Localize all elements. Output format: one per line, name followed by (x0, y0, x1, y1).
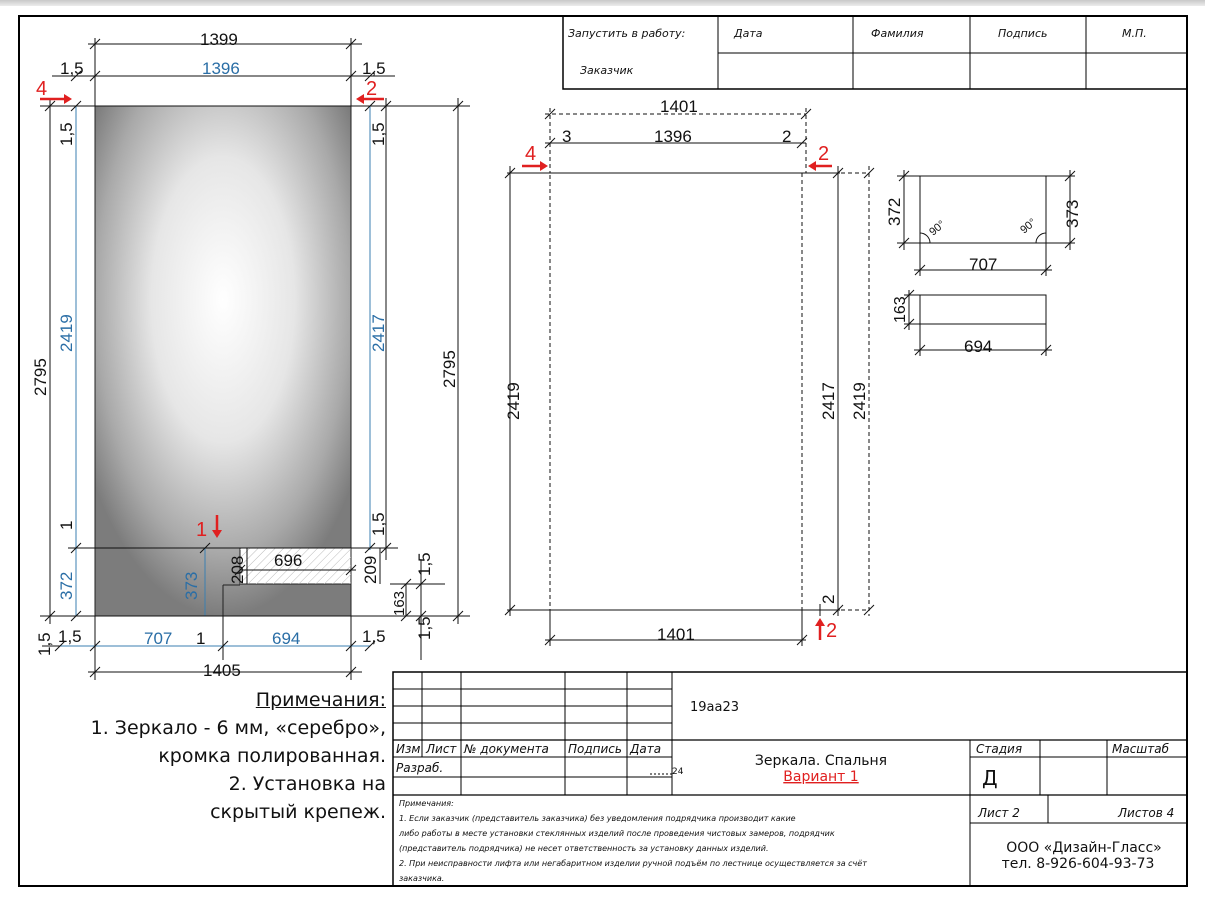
company-phone: тел. 8-926-604-93-73 (1001, 856, 1155, 872)
dim-1401-top: 1401 (660, 97, 698, 116)
angle-left: 90° (927, 218, 948, 239)
dim-1-5-bottom-right-b: 1,5 (362, 627, 386, 646)
notes-line-4: скрытый крепеж. (210, 801, 386, 823)
dim-1-5-gap-left: 1,5 (57, 122, 76, 146)
dim-1-5-mid-right: 1,5 (369, 512, 388, 536)
small-views (885, 170, 1082, 356)
marker-2-mid-bottom: 2 (826, 620, 838, 642)
dim-707-left: 707 (144, 629, 173, 648)
middle-view (504, 97, 874, 646)
dim-707-small: 707 (969, 255, 998, 274)
marker-2-mid: 2 (818, 143, 830, 165)
small-notes-3: (представитель подрядчика) не несет ответственность за установку данных изделий. (399, 844, 769, 853)
company-name: ООО «Дизайн-Гласс» (1006, 840, 1162, 856)
stage-label: Стадия (976, 742, 1023, 756)
launch-label: Запустить в работу: (568, 27, 686, 40)
dim-696: 696 (274, 551, 303, 570)
dim-1-5-bottom-left-b: 1,5 (58, 627, 82, 646)
mirror-panel (95, 106, 351, 616)
notes-line-1: 1. Зеркало - 6 мм, «серебро», (90, 717, 386, 739)
small-notes-4: 2. При неисправности лифта или негабаритном изделии ручной подъём по лестнице осуществляется за счёт (399, 859, 867, 868)
dim-372-small: 372 (885, 197, 904, 226)
small-notes-5: заказчика. (399, 874, 445, 883)
small-notes-1: 1. Если заказчик (представитель заказчика) без уведомления подрядчика производит какие (399, 814, 796, 823)
col-sign: Подпись (568, 742, 622, 756)
dim-208: 208 (228, 555, 247, 584)
dim-372-left: 372 (57, 571, 76, 600)
dim-1-bottom: 1 (196, 629, 206, 648)
col-list: Лист (426, 742, 457, 756)
dim-1396: 1396 (202, 59, 240, 78)
dim-1-5-gap-right: 1,5 (369, 122, 388, 146)
small-notes-2: либо работы в месте установки стеклянных изделий после проведения чистовых замеров, подрядчик (399, 829, 835, 838)
dim-2417-left: 2417 (369, 314, 388, 352)
dim-2795-right: 2795 (440, 350, 459, 388)
notes-line-2: кромка полированная. (158, 745, 386, 767)
drawing-code: 19аа23 (690, 700, 740, 715)
dim-2419-mid-right: 2419 (850, 382, 869, 420)
surname-label: Фамилия (871, 27, 924, 40)
marker-4-left: 4 (36, 78, 48, 100)
top-stamp (563, 16, 1187, 89)
dim-1-5-bottom-right: 1,5 (415, 616, 434, 640)
marker-1-left: 1 (196, 519, 208, 541)
dim-694-left: 694 (272, 629, 301, 648)
dim-2419-mid-left: 2419 (504, 382, 523, 420)
dim-2795-left: 2795 (31, 358, 50, 396)
row-razrab: Разраб. (396, 761, 444, 775)
dim-1-5-cut: 1,5 (415, 552, 434, 576)
dim-163-small: 163 (892, 296, 909, 323)
dim-373-small: 373 (1063, 199, 1082, 228)
sheets-total: Листов 4 (1118, 806, 1175, 820)
seal-label: М.П. (1122, 27, 1147, 40)
scale-label: Масштаб (1112, 742, 1170, 756)
dim-2417-mid: 2417 (819, 382, 838, 420)
col-izm: Изм (396, 742, 421, 756)
date-label: Дата (734, 27, 763, 40)
col-date: Дата (630, 742, 662, 756)
dim-1-5-bottom-left-a: 1,5 (35, 632, 54, 656)
variant-link[interactable]: Вариант 1 (783, 769, 859, 785)
signature-label: Подпись (998, 27, 1048, 40)
dim-1-mid-left: 1 (57, 520, 76, 530)
dim-1396-mid: 1396 (654, 127, 692, 146)
marker-4-mid: 4 (525, 143, 537, 165)
dim-1405: 1405 (203, 661, 241, 680)
notes-heading: Примечания: (255, 689, 386, 711)
arrow-2-up-icon (815, 618, 825, 640)
drawing-title: Зеркала. Спальня (754, 753, 888, 769)
sheet-number: Лист 2 (978, 806, 1020, 820)
dim-3: 3 (562, 127, 572, 146)
small-notes-head: Примечания: (399, 799, 454, 808)
mid-glass-outline (550, 173, 802, 610)
dim-2-mid-bottom: 2 (819, 594, 838, 604)
stage-value: Д (982, 766, 998, 790)
notes-block (30, 686, 386, 826)
small-panel-b (920, 295, 1046, 324)
dim-1399: 1399 (200, 30, 238, 49)
dim-373-left: 373 (182, 571, 201, 600)
col-doc: № документа (464, 742, 549, 756)
marker-2-left: 2 (366, 78, 378, 100)
date-value: 24 (672, 767, 684, 777)
dim-163: 163 (391, 590, 408, 616)
angle-right: 90° (1018, 216, 1039, 237)
dim-1-5-top-left: 1,5 (60, 59, 84, 78)
title-block (393, 672, 1187, 886)
notes-line-3: 2. Установка на (228, 773, 386, 795)
dim-694-small: 694 (964, 337, 993, 356)
dim-1-5-top-right: 1,5 (362, 59, 386, 78)
dim-2-mid: 2 (782, 127, 792, 146)
left-view (31, 30, 470, 680)
dim-1401-bottom: 1401 (657, 625, 695, 644)
dim-2419-left: 2419 (57, 314, 76, 352)
dim-209: 209 (361, 555, 380, 584)
customer-label: Заказчик (580, 64, 634, 77)
